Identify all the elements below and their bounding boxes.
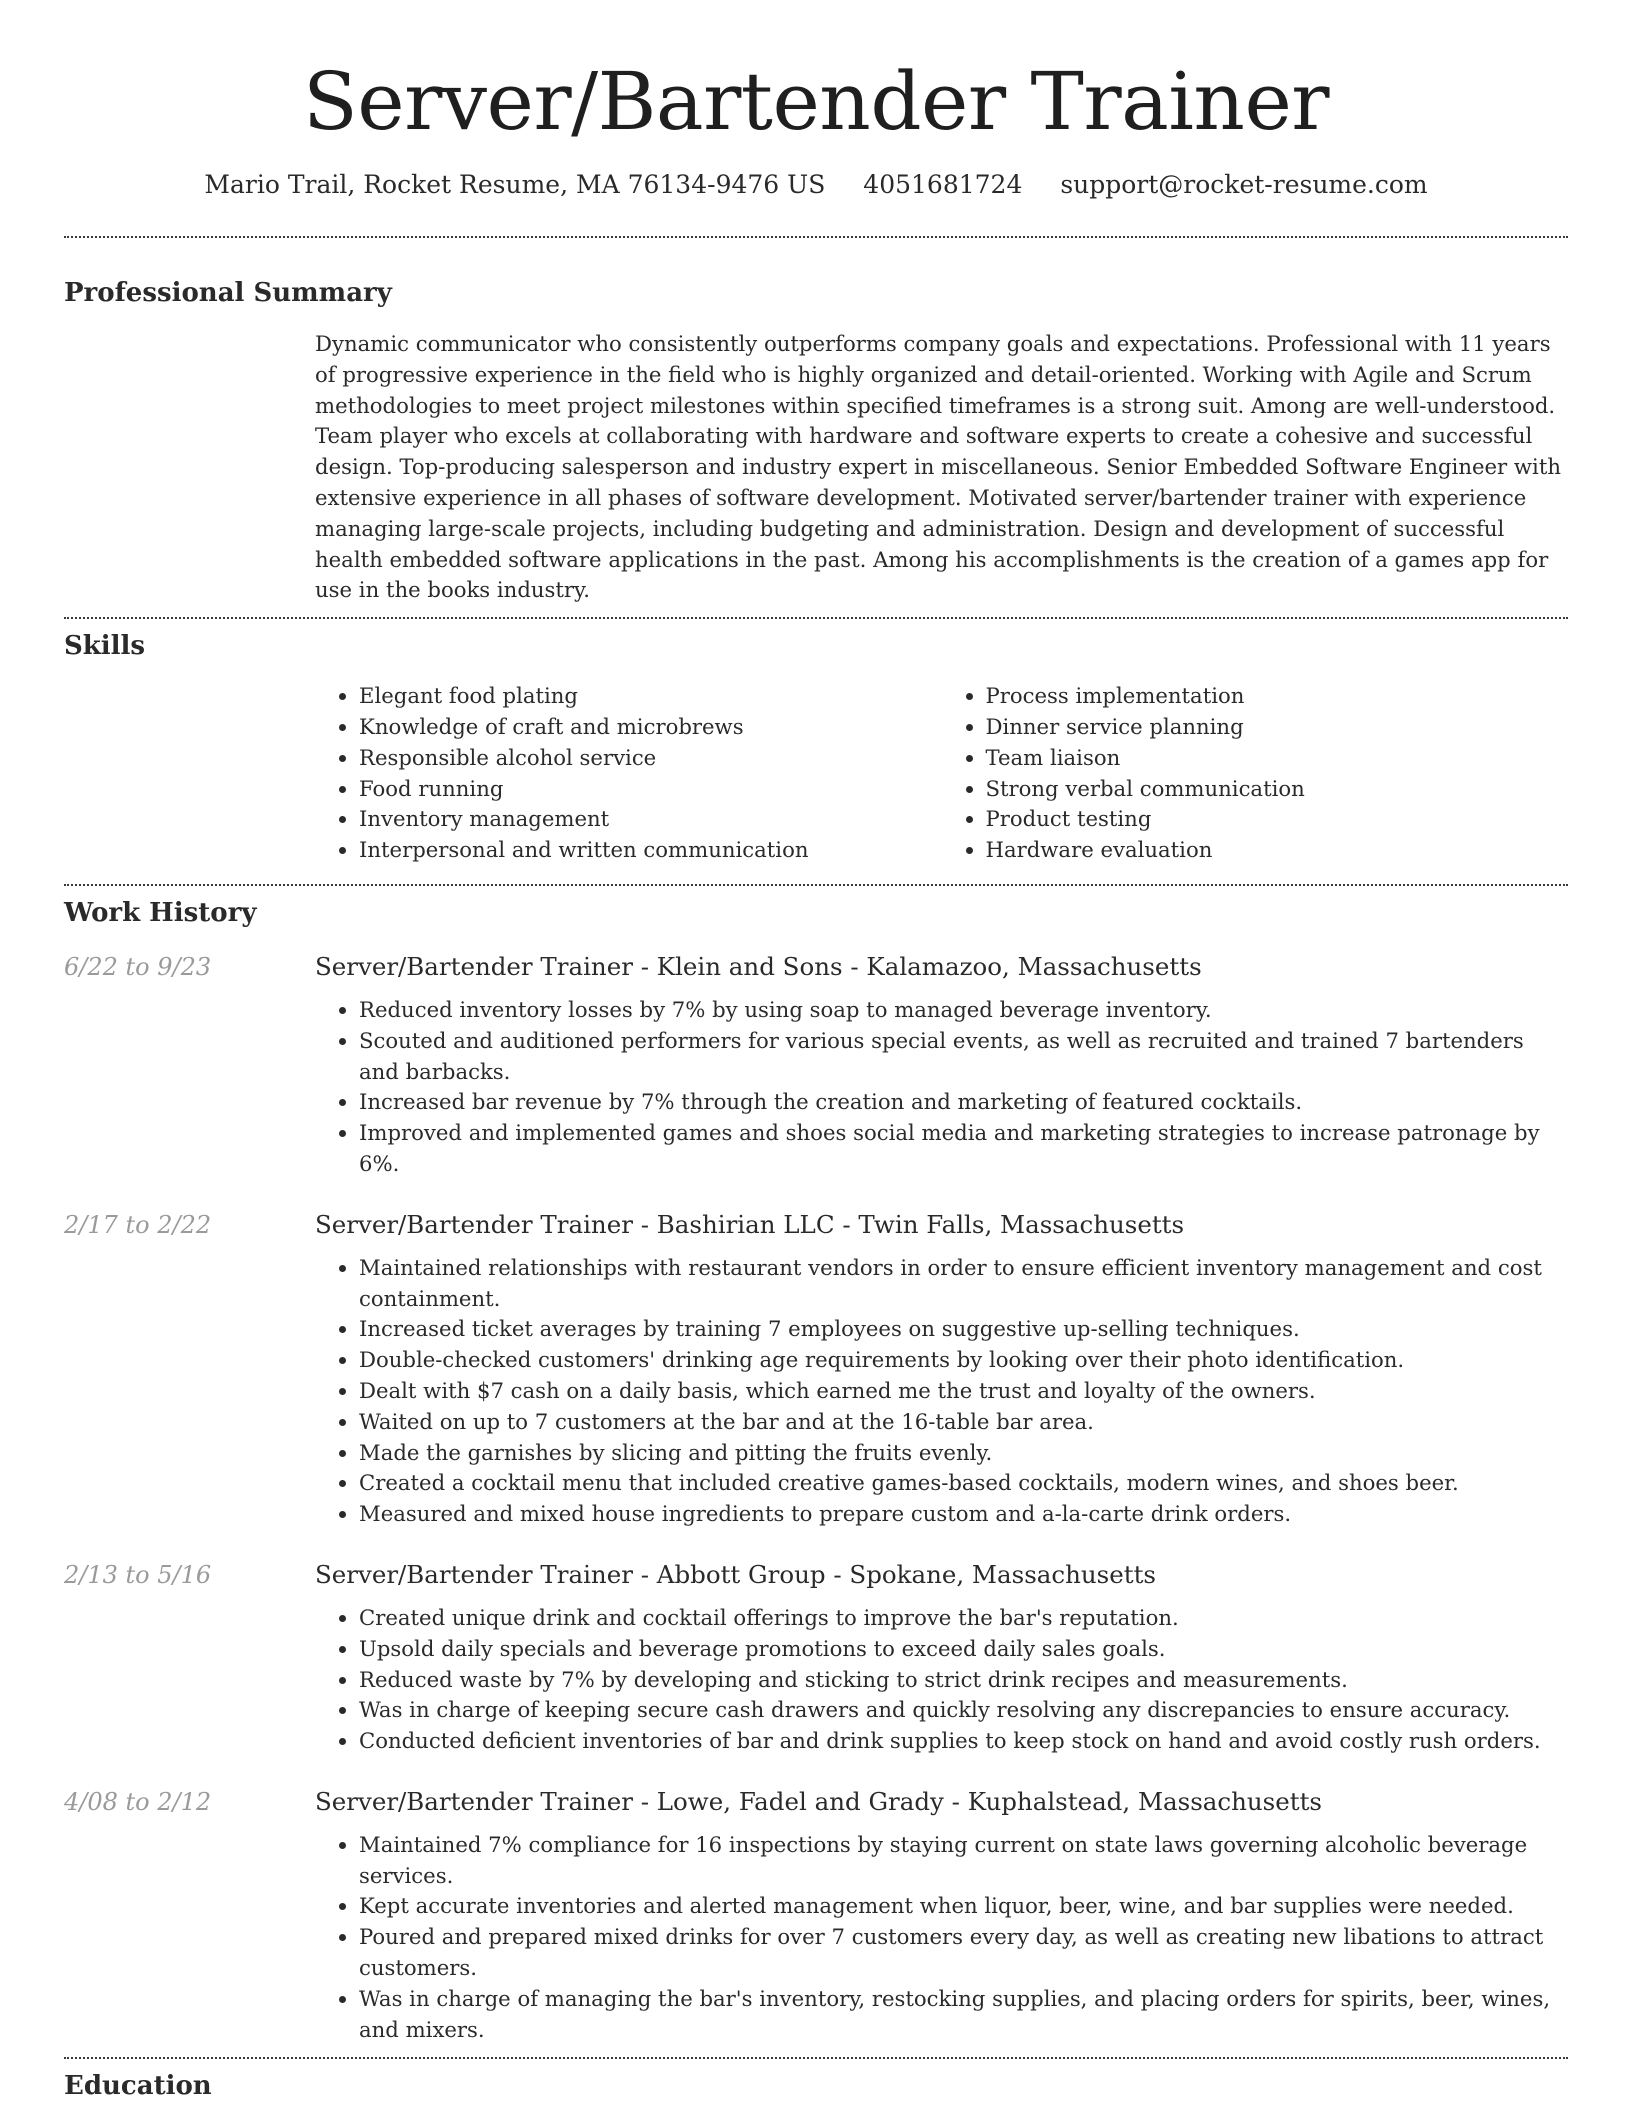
job-entry (64, 1558, 1568, 1757)
job-dates: 2/17 to 2/22 (64, 1210, 212, 1239)
job-heading: Server/Bartender Trainer - Bashirian LLC - Twin Falls, Massachusetts (315, 1209, 1185, 1239)
skill-item: • Inventory management (359, 804, 942, 835)
job-bullet: • Reduced waste by 7% by developing and sticking to strict drink recipes and measurements. (359, 1665, 1568, 1696)
job-bullet: • Poured and prepared mixed drinks for over 7 customers every day, as well as creating new libations to attract customers. (359, 1922, 1568, 1984)
job-dates: 2/13 to 5/16 (64, 1560, 212, 1589)
skills-heading: Skills (64, 631, 146, 662)
job-bullet: • Improved and implemented games and shoes social media and marketing strategies to increase patronage by 6%. (359, 1118, 1568, 1180)
job-bullet: • Maintained 7% compliance for 16 inspections by staying current on state laws governing alcoholic beverage services. (359, 1830, 1568, 1892)
skill-item: • Dinner service planning (986, 712, 1569, 743)
job-bullet: • Increased ticket averages by training 7 employees on suggestive up-selling techniques. (359, 1314, 1568, 1345)
job-bullet: • Maintained relationships with restaurant vendors in order to ensure efficient inventory management and cost containment. (359, 1253, 1568, 1315)
job-bullet: • Conducted deficient inventories of bar and drink supplies to keep stock on hand and avoid costly rush orders. (359, 1726, 1568, 1757)
job-bullet: • Waited on up to 7 customers at the bar and at the 16-table bar area. (359, 1407, 1568, 1438)
summary-text: Dynamic communicator who consistently outperforms company goals and expectations. Professional with 11 years of progressive experience in the field who is highly organized and detail-oriented. Working with Agile and Scrum methodologies to meet project milestones within specified timeframes is a strong suit. Among are well-understood. Team player who excels at collaborating with hardware and software experts to create a cohesive and successful design. Top-producing salesperson and industry expert in miscellaneous. Senior Embedded Software Engineer with extensive experience in all phases of software development. Motivated server/bartender trainer with experience managing large-scale projects, including budgeting and administration. Design and development of successful health embedded software applications in the past. Among his accomplishments is the creation of a games app for use in the books industry. (315, 331, 1561, 603)
skill-item: • Team liaison (986, 743, 1569, 774)
skill-item: • Knowledge of craft and microbrews (359, 712, 942, 743)
contact-phone: 4051681724 (863, 170, 1023, 199)
section-divider (64, 884, 1568, 886)
job-bullet: • Upsold daily specials and beverage promotions to exceed daily sales goals. (359, 1634, 1568, 1665)
job-bullet: • Was in charge of managing the bar's inventory, restocking supplies, and placing orders for spirits, beer, wines, and mixers. (359, 1984, 1568, 2046)
job-bullet: • Kept accurate inventories and alerted management when liquor, beer, wine, and bar supplies were needed. (359, 1891, 1568, 1922)
education-heading: Education (64, 2071, 212, 2102)
resume-name: Server/Bartender Trainer (302, 55, 1330, 148)
contact-email: support@rocket-resume.com (1060, 170, 1428, 199)
section-divider (64, 2057, 1568, 2059)
skill-item: • Interpersonal and written communication (359, 835, 942, 866)
skill-item: • Hardware evaluation (986, 835, 1569, 866)
resume-page (64, 0, 1568, 2103)
job-entry (64, 1208, 1568, 1530)
skill-item: • Responsible alcohol service (359, 743, 942, 774)
skills-list-right (942, 681, 1569, 866)
skills-section (64, 629, 1568, 866)
job-bullet: • Created a cocktail menu that included creative games-based cocktails, modern wines, and shoes beer. (359, 1468, 1568, 1499)
job-bullets (315, 1253, 1568, 1530)
job-bullet: • Was in charge of keeping secure cash drawers and quickly resolving any discrepancies to ensure accuracy. (359, 1695, 1568, 1726)
job-bullet: • Created unique drink and cocktail offerings to improve the bar's reputation. (359, 1603, 1568, 1634)
job-bullet: • Double-checked customers' drinking age requirements by looking over their photo identification. (359, 1345, 1568, 1376)
job-dates: 6/22 to 9/23 (64, 952, 212, 981)
work-history-heading: Work History (64, 897, 257, 928)
job-dates: 4/08 to 2/12 (64, 1787, 212, 1816)
summary-heading: Professional Summary (64, 278, 392, 308)
section-divider (64, 236, 1568, 238)
job-bullets (315, 995, 1568, 1180)
job-heading: Server/Bartender Trainer - Lowe, Fadel and Grady - Kuphalstead, Massachusetts (315, 1786, 1323, 1816)
skill-item: • Elegant food plating (359, 681, 942, 712)
summary-section (64, 276, 1568, 606)
job-entry (64, 950, 1568, 1180)
job-bullet: • Measured and mixed house ingredients to prepare custom and a-la-carte drink orders. (359, 1499, 1568, 1530)
skills-list-left (315, 681, 942, 866)
skill-item: • Strong verbal communication (986, 774, 1569, 805)
job-bullet: • Made the garnishes by slicing and pitting the fruits evenly. (359, 1438, 1568, 1469)
job-bullet: • Dealt with $7 cash on a daily basis, which earned me the trust and loyalty of the owners. (359, 1376, 1568, 1407)
job-bullet: • Scouted and auditioned performers for various special events, as well as recruited and trained 7 bartenders and barbacks. (359, 1026, 1568, 1088)
job-bullets (315, 1830, 1568, 2046)
contact-address: Mario Trail, Rocket Resume, MA 76134-9476 US (204, 170, 826, 199)
job-bullet: • Reduced inventory losses by 7% by using soap to managed beverage inventory. (359, 995, 1568, 1026)
skill-item: • Food running (359, 774, 942, 805)
job-heading: Server/Bartender Trainer - Abbott Group - Spokane, Massachusetts (315, 1559, 1156, 1589)
job-heading: Server/Bartender Trainer - Klein and Sons - Kalamazoo, Massachusetts (315, 951, 1202, 981)
work-history-section (64, 896, 1568, 2046)
education-section (64, 2069, 1568, 2103)
section-divider (64, 617, 1568, 619)
job-bullets (315, 1603, 1568, 1757)
skill-item: • Process implementation (986, 681, 1569, 712)
contact-line (64, 168, 1568, 202)
job-entry (64, 1785, 1568, 2046)
skill-item: • Product testing (986, 804, 1569, 835)
job-bullet: • Increased bar revenue by 7% through the creation and marketing of featured cocktails. (359, 1087, 1568, 1118)
